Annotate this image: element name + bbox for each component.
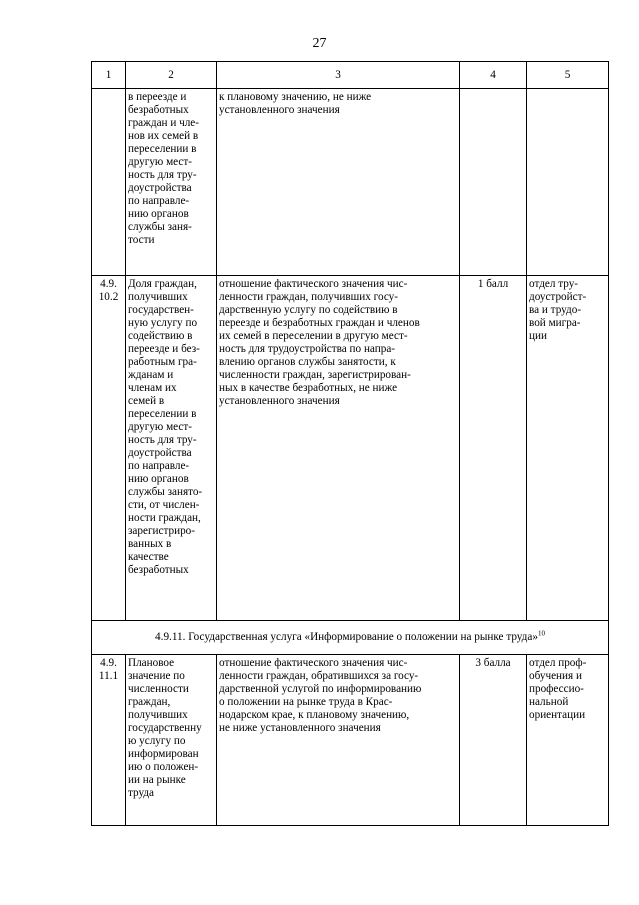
section-title: 4.9.11. Государственная услуга «Информирование о положении на рынке труда» bbox=[155, 631, 538, 643]
indicator-description: отношение фактического значения чис- ленности граждан, обратившихся за госу- дарственной услугой по информированию о положении на рынке труда в Крас- нодарском крае, к плановому значению, не ниже установленного значения bbox=[217, 655, 460, 826]
indicator-score: 3 балла bbox=[460, 655, 527, 826]
table-row bbox=[92, 276, 609, 621]
table-header-row bbox=[92, 62, 609, 89]
indicator-number: 4.9. 11.1 bbox=[92, 655, 126, 826]
column-header: 3 bbox=[217, 62, 460, 89]
footnote-marker: 10 bbox=[537, 629, 545, 638]
indicator-description: к плановому значению, не ниже установленного значения bbox=[217, 89, 460, 276]
indicator-name: в переезде и безработных граждан и чле- нов их семей в переселении в другую мест- ность для тру- доустройства по направле- нию органов службы заня- тости bbox=[126, 89, 217, 276]
table-row bbox=[92, 655, 609, 826]
column-header: 2 bbox=[126, 62, 217, 89]
responsible-department bbox=[527, 89, 609, 276]
table-row bbox=[92, 89, 609, 276]
column-header: 1 bbox=[92, 62, 126, 89]
column-header: 4 bbox=[460, 62, 527, 89]
responsible-department: отдел проф- обучения и профессио- нальной ориентации bbox=[527, 655, 609, 826]
responsible-department: отдел тру- доустройст- ва и трудо- вой мигра- ции bbox=[527, 276, 609, 621]
column-header: 5 bbox=[527, 62, 609, 89]
indicator-description: отношение фактического значения чис- ленности граждан, получивших госу- дарственную услугу по содействию в переезде и безработных граждан и членов их семей в переселении в другую мест- ность для трудоустройства по напра- влению органов службы занятости, к численности граждан, зарегистрирован- ных в качестве безработных, не ниже установленного значения bbox=[217, 276, 460, 621]
page-number: 27 bbox=[312, 36, 327, 51]
indicator-score: 1 балл bbox=[460, 276, 527, 621]
indicator-score bbox=[460, 89, 527, 276]
indicator-number: 4.9. 10.2 bbox=[92, 276, 126, 621]
indicator-name: Плановое значение по численности граждан, получивших государственну ю услугу по информирован ию о положен- ии на рынке труда bbox=[126, 655, 217, 826]
indicator-number bbox=[92, 89, 126, 276]
section-heading bbox=[92, 621, 609, 655]
criteria-table bbox=[91, 61, 609, 826]
indicator-name: Доля граждан, получивших государствен- ную услугу по содействию в переезде и без- работным гра- жданам и членам их семей в переселении в другую мест- ность для тру- доустройства по направле- нию органов службы занято- сти, от числен- ности граждан, зарегистриро- ванных в качестве безработных bbox=[126, 276, 217, 621]
section-heading-row bbox=[92, 621, 609, 655]
